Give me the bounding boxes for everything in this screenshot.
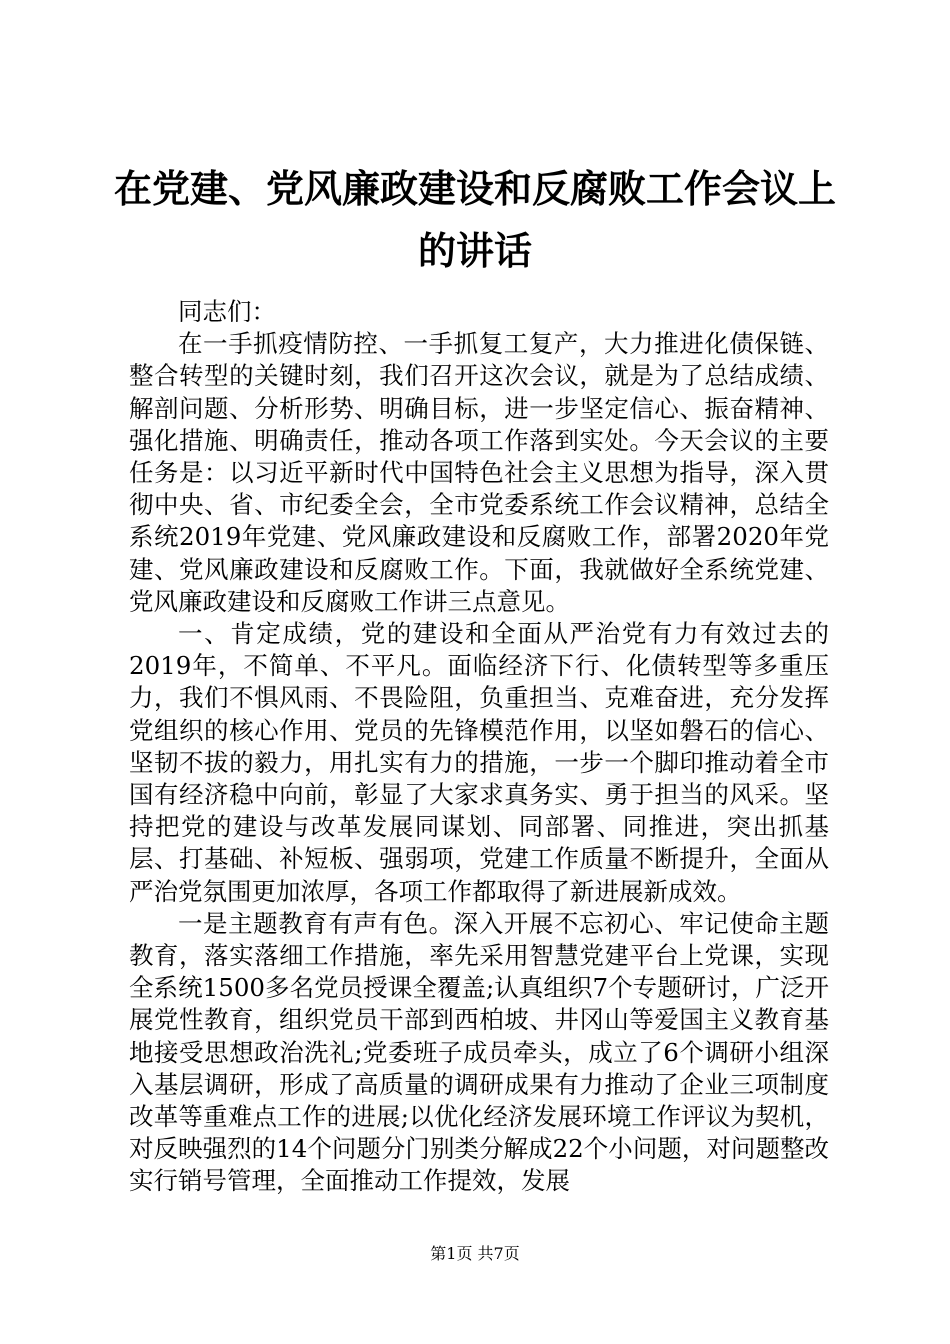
document-body (129, 296, 829, 1198)
paragraph-point-one: 一是主题教育有声有色。深入开展不忘初心、牢记使命主题教育，落实落细工作措施，率先采用智慧党建平台上党课，实现全系统1500多名党员授课全覆盖;认真组织7个专题研讨，广泛开展党性教育，组织党员干部到西柏坡、井冈山等爱国主义教育基地接受思想政治洗礼;党委班子成员牵头，成立了6个调研小组深入基层调研，形成了高质量的调研成果有力推动了企业三项制度改革等重难点工作的进展;以优化经济发展环境工作评议为契机，对反映强烈的14个问题分门别类分解成22个小问题，对问题整改实行销号管理，全面推动工作提效，发展 (129, 908, 829, 1196)
document-title: 在党建、党风廉政建设和反腐败工作会议上的讲话 (113, 167, 836, 273)
paragraph-section-one: 一、肯定成绩，党的建设和全面从严治党有力有效过去的2019年，不简单、不平凡。面临经济下行、化债转型等多重压力，我们不惧风雨、不畏险阻，负重担当、克难奋进，充分发挥党组织的核心作用、党员的先锋模范作用，以坚如磐石的信心、坚韧不拔的毅力，用扎实有力的措施，一步一个脚印推动着全市国有经济稳中向前，彰显了大家求真务实、勇于担当的风采。坚持把党的建设与改革发展同谋划、同部署、同推进，突出抓基层、打基础、补短板、强弱项，党建工作质量不断提升，全面从严治党氛围更加浓厚，各项工作都取得了新进展新成效。 (129, 619, 829, 906)
page-footer: 第1页 共7页 (430, 1244, 520, 1263)
paragraph-intro: 在一手抓疫情防控、一手抓复工复产，大力推进化债保链、整合转型的关键时刻，我们召开这次会议，就是为了总结成绩、解剖问题、分析形势、明确目标，进一步坚定信心、振奋精神、强化措施、明确责任，推动各项工作落到实处。今天会议的主要任务是：以习近平新时代中国特色社会主义思想为指导，深入贯彻中央、省、市纪委全会，全市党委系统工作会议精神，总结全系统2019年党建、党风廉政建设和反腐败工作，部署2020年党建、党风廉政建设和反腐败工作。下面，我就做好全系统党建、党风廉政建设和反腐败工作讲三点意见。 (129, 329, 829, 616)
salutation: 同志们： (178, 297, 276, 326)
